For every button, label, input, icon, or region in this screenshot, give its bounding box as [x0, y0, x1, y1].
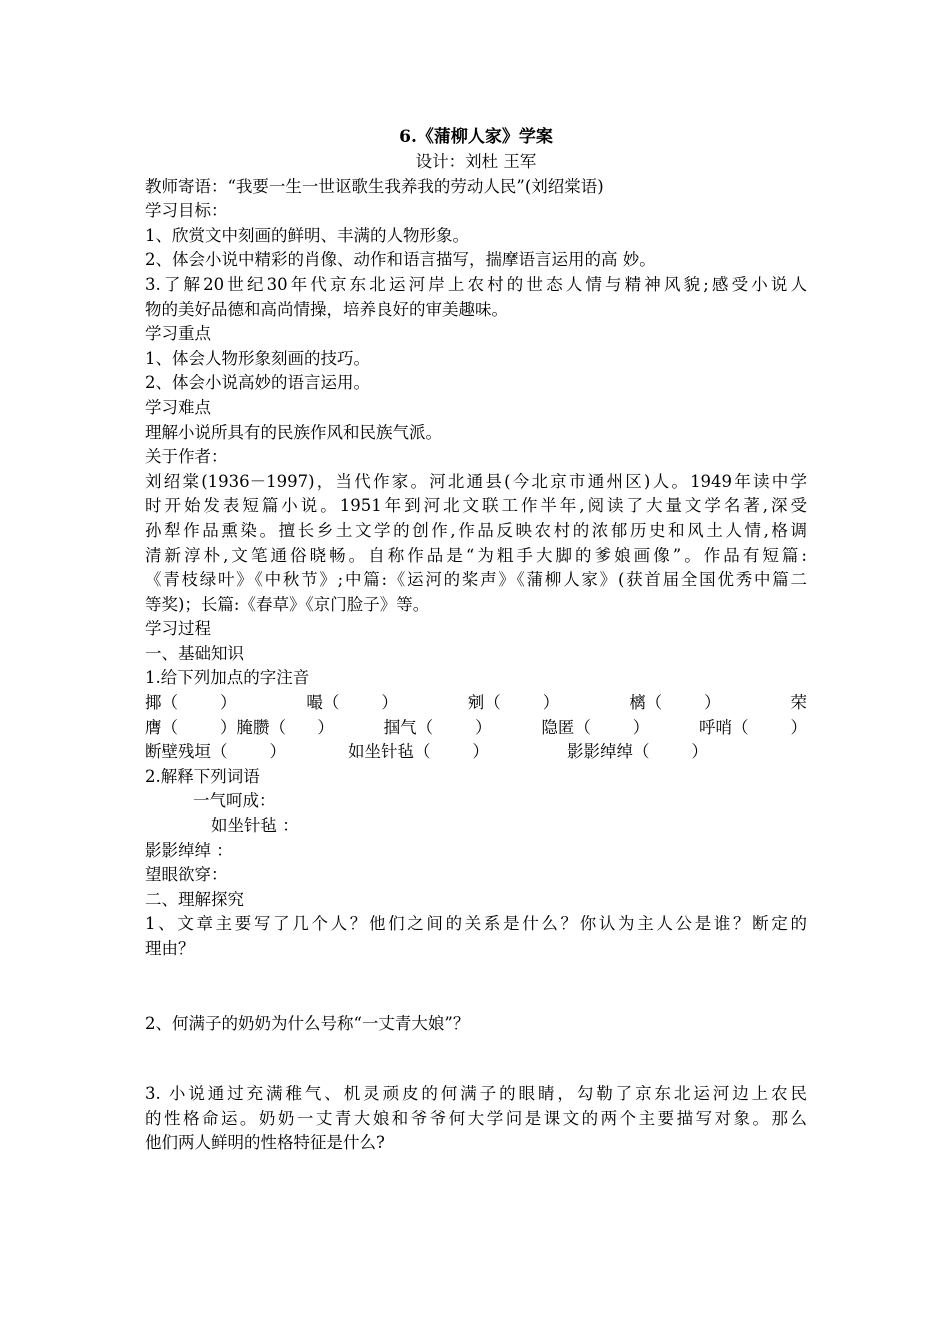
- pinyin-item: 剜（ ）: [467, 693, 560, 713]
- pinyin-item: 隐匿（ ）: [541, 717, 650, 737]
- term-item: 如坐针毡 ：: [211, 816, 299, 836]
- goal-item-3-line2: 物的美好品德和高尚情操，培养良好的审美趣味。: [145, 299, 508, 319]
- goals-heading: 学习目标：: [145, 201, 228, 221]
- pinyin-item: 嘬（ ）: [306, 693, 398, 713]
- goal-item: 1、欣赏文中刻画的鲜明、丰满的人物形象。: [145, 225, 469, 245]
- teacher-message: 教师寄语：“我要一生一世讴歌生我养我的劳动人民”(刘绍棠语): [145, 176, 604, 196]
- pinyin-item: 如坐针毡（ ）: [347, 742, 489, 762]
- goal-item: 2、体会小说中精彩的肖像、动作和语言描写，揣摩语言运用的高 妙。: [145, 250, 656, 270]
- author-line: 清新淳朴,文笔通俗晓畅。自称作品是“为粗手大脚的爹娘画像”。作品有短篇:: [145, 545, 807, 565]
- section1-heading: 一、基础知识: [145, 643, 244, 663]
- pinyin-row-2: [145, 716, 807, 741]
- section2-question-3-line1: 3. 小说通过充满稚气、机灵顽皮的何满子的眼睛，勾勒了京东北运河边上农民: [145, 1084, 807, 1104]
- question-2-title: 2.解释下列词语: [145, 766, 260, 786]
- pinyin-row-3: [145, 740, 807, 765]
- pinyin-item: 荣: [790, 693, 807, 713]
- section2-question-1-line1: 1、文章主要写了几个人？他们之间的关系是什么？你认为主人公是谁？断定的: [145, 914, 807, 934]
- goal-item-3-line1: 3.了解20世纪30年代京东北运河岸上农村的世态人情与精神风貌;感受小说人: [145, 274, 807, 294]
- pinyin-item: 呼哨（ ）: [699, 717, 807, 737]
- term-item: 望眼欲穿：: [145, 865, 228, 885]
- document-title: 6.《蒲柳人家》学案: [399, 127, 553, 147]
- section2-question-3-line3: 他们两人鲜明的性格特征是什么?: [145, 1133, 385, 1153]
- author-line: 孙犁作品熏染。擅长乡土文学的创作,作品反映农村的浓郁历史和风土人情,格调: [145, 520, 807, 540]
- pinyin-item: 膺（ ）腌臜（ ）: [145, 717, 334, 737]
- difficulty-text: 理解小说所具有的民族作风和民族气派。: [145, 422, 442, 442]
- author-line: 时开始发表短篇小说。1951年到河北文联工作半年,阅读了大量文学名著,深受: [145, 496, 807, 516]
- term-item: 一气呵成：: [193, 791, 276, 811]
- author-line: 等奖)；长篇:《春草》《京门脸子》等。: [145, 594, 430, 614]
- key-point-item: 2、体会小说高妙的语言运用。: [145, 373, 370, 393]
- designers: 设计：刘杜 王军: [415, 152, 537, 171]
- section2-question-1-line2: 理由？: [145, 939, 195, 958]
- document-page: [145, 124, 807, 1156]
- process-heading: 学习过程: [145, 619, 211, 639]
- section2-question-2: 2、何满子的奶奶为什么号称“一丈青大娘”？: [145, 1013, 470, 1033]
- section2-question-3-line2: 的性格命运。奶奶一丈青大娘和爷爷何大学问是课文的两个主要描写对象。那么: [145, 1108, 807, 1128]
- section2-heading: 二、理解探究: [145, 889, 244, 909]
- pinyin-item: 影影绰绰（ ）: [566, 742, 708, 762]
- pinyin-row-1: [145, 691, 807, 716]
- term-item: 影影绰绰 ：: [145, 840, 233, 860]
- difficulty-heading: 学习难点: [145, 397, 211, 417]
- key-points-heading: 学习重点: [145, 324, 211, 344]
- author-heading: 关于作者：: [145, 447, 228, 467]
- key-point-item: 1、体会人物形象刻画的技巧。: [145, 348, 370, 368]
- pinyin-item: 揶（ ）: [145, 693, 237, 713]
- author-line: 刘绍棠(1936－1997)，当代作家。河北通县(今北京市通州区)人。1949年读中学: [145, 471, 807, 491]
- pinyin-item: 断壁残垣（ ）: [145, 742, 286, 762]
- pinyin-item: 樆（ ）: [629, 693, 721, 713]
- question-1-title: 1.给下列加点的字注音: [145, 668, 310, 688]
- pinyin-item: 掴气（ ）: [383, 717, 492, 737]
- author-line: 《青枝绿叶》《中秋节》;中篇:《运河的桨声》《蒲柳人家》(获首届全国优秀中篇二: [145, 570, 807, 590]
